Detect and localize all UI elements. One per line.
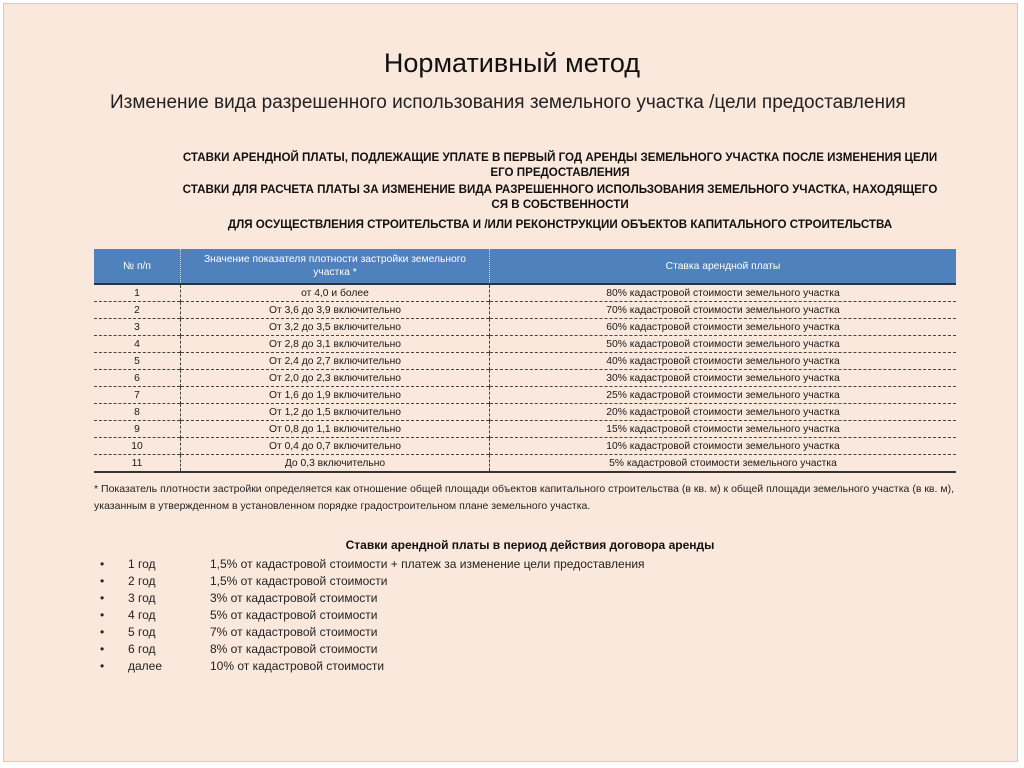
- period-rate: 1,5% от кадастровой стоимости: [210, 574, 388, 588]
- cell-density: От 3,2 до 3,5 включительно: [181, 319, 490, 336]
- periods-title: Ставки арендной платы в период действия договора аренды: [345, 538, 715, 552]
- table-row: [94, 421, 956, 438]
- period-year: 5 год: [128, 625, 156, 639]
- table-row: [94, 370, 956, 387]
- cell-rate: 15% кадастровой стоимости земельного участка: [490, 421, 957, 438]
- cell-density: До 0,3 включительно: [181, 455, 490, 473]
- periods-list: [100, 556, 645, 675]
- period-year: далее: [128, 659, 163, 673]
- cell-num: 7: [94, 387, 181, 404]
- footnote: * Показатель плотности застройки определяется как отношение общей площади объектов капитального строительства (в кв. м) к общей площади земельного участка (в кв. м), указанным в утвержденном в установленном порядке градостроительном плане земельного участка.: [94, 483, 954, 512]
- table-row: [94, 404, 956, 421]
- cell-rate: 30% кадастровой стоимости земельного участка: [490, 370, 957, 387]
- heading-line: СЯ В СОБСТВЕННОСТИ: [491, 198, 629, 211]
- cell-num: 8: [94, 404, 181, 421]
- cell-density: От 2,8 до 3,1 включительно: [181, 336, 490, 353]
- period-rate: 7% от кадастровой стоимости: [210, 625, 378, 639]
- table-row: [94, 438, 956, 455]
- page-subtitle: Изменение вида разрешенного использования земельного участка /цели предоставления: [110, 92, 906, 113]
- list-item: [100, 556, 645, 573]
- list-item: [100, 658, 645, 675]
- page-title: Нормативный метод: [383, 48, 641, 78]
- header-num: № п/п: [94, 249, 181, 284]
- cell-num: 11: [94, 455, 181, 473]
- bullet-icon: •: [100, 642, 105, 656]
- bullet-icon: •: [100, 608, 105, 622]
- heading-line: ЕГО ПРЕДОСТАВЛЕНИЯ: [490, 166, 630, 179]
- list-item: [100, 624, 645, 641]
- cell-rate: 40% кадастровой стоимости земельного участка: [490, 353, 957, 370]
- period-year: 3 год: [128, 591, 156, 605]
- period-year: 6 год: [128, 642, 156, 656]
- cell-num: 1: [94, 284, 181, 302]
- list-item: [100, 641, 645, 658]
- cell-rate: 10% кадастровой стоимости земельного участка: [490, 438, 957, 455]
- cell-rate: 5% кадастровой стоимости земельного участка: [490, 455, 957, 473]
- cell-num: 9: [94, 421, 181, 438]
- cell-rate: 80% кадастровой стоимости земельного участка: [490, 284, 957, 302]
- cell-density: От 2,4 до 2,7 включительно: [181, 353, 490, 370]
- cell-density: От 0,8 до 1,1 включительно: [181, 421, 490, 438]
- bullet-icon: •: [100, 625, 105, 639]
- cell-num: 10: [94, 438, 181, 455]
- period-rate: 1,5% от кадастровой стоимости + платеж за изменение цели предоставления: [210, 557, 645, 571]
- table-row: [94, 302, 956, 319]
- list-item: [100, 573, 645, 590]
- period-year: 1 год: [128, 557, 156, 571]
- table-row: [94, 353, 956, 370]
- bullet-icon: •: [100, 574, 105, 588]
- period-rate: 8% от кадастровой стоимости: [210, 642, 378, 656]
- cell-density: От 0,4 до 0,7 включительно: [181, 438, 490, 455]
- cell-rate: 60% кадастровой стоимости земельного участка: [490, 319, 957, 336]
- table-row: [94, 455, 956, 473]
- cell-num: 3: [94, 319, 181, 336]
- table-row: [94, 319, 956, 336]
- cell-density: От 3,6 до 3,9 включительно: [181, 302, 490, 319]
- rates-table: [94, 249, 956, 473]
- table-row: [94, 336, 956, 353]
- list-item: [100, 590, 645, 607]
- period-rate: 5% от кадастровой стоимости: [210, 608, 378, 622]
- header-density: Значение показателя плотности застройки земельного участка *: [181, 249, 490, 284]
- table-body: [94, 284, 956, 472]
- period-rate: 3% от кадастровой стоимости: [210, 591, 378, 605]
- cell-density: От 1,2 до 1,5 включительно: [181, 404, 490, 421]
- cell-density: От 2,0 до 2,3 включительно: [181, 370, 490, 387]
- period-year: 4 год: [128, 608, 156, 622]
- heading-line: СТАВКИ АРЕНДНОЙ ПЛАТЫ, ПОДЛЕЖАЩИЕ УПЛАТЕ В ПЕРВЫЙ ГОД АРЕНДЫ ЗЕМЕЛЬНОГО УЧАСТКА ПОСЛЕ ИЗМЕНЕНИЯ ЦЕЛИ: [182, 151, 938, 164]
- cell-rate: 25% кадастровой стоимости земельного участка: [490, 387, 957, 404]
- bullet-icon: •: [100, 591, 105, 605]
- period-year: 2 год: [128, 574, 156, 588]
- list-item: [100, 607, 645, 624]
- heading-line: ДЛЯ ОСУЩЕСТВЛЕНИЯ СТРОИТЕЛЬСТВА И /ИЛИ РЕКОНСТРУКЦИИ ОБЪЕКТОВ КАПИТАЛЬНОГО СТРОИТЕЛЬСТВА: [227, 218, 893, 231]
- cell-num: 6: [94, 370, 181, 387]
- table-row: [94, 387, 956, 404]
- cell-rate: 50% кадастровой стоимости земельного участка: [490, 336, 957, 353]
- cell-rate: 20% кадастровой стоимости земельного участка: [490, 404, 957, 421]
- header-rate: Ставка арендной платы: [490, 249, 957, 284]
- cell-density: от 4,0 и более: [181, 284, 490, 302]
- cell-num: 2: [94, 302, 181, 319]
- table-row: [94, 284, 956, 302]
- cell-num: 4: [94, 336, 181, 353]
- period-rate: 10% от кадастровой стоимости: [210, 659, 385, 673]
- heading-line: СТАВКИ ДЛЯ РАСЧЕТА ПЛАТЫ ЗА ИЗМЕНЕНИЕ ВИДА РАЗРЕШЕННОГО ИСПОЛЬЗОВАНИЯ ЗЕМЕЛЬНОГО УЧАСТКА, НАХОДЯЩЕГО: [182, 183, 938, 196]
- cell-num: 5: [94, 353, 181, 370]
- bullet-icon: •: [100, 659, 105, 673]
- cell-rate: 70% кадастровой стоимости земельного участка: [490, 302, 957, 319]
- table-header-row: [94, 249, 956, 284]
- cell-density: От 1,6 до 1,9 включительно: [181, 387, 490, 404]
- bullet-icon: •: [100, 557, 105, 571]
